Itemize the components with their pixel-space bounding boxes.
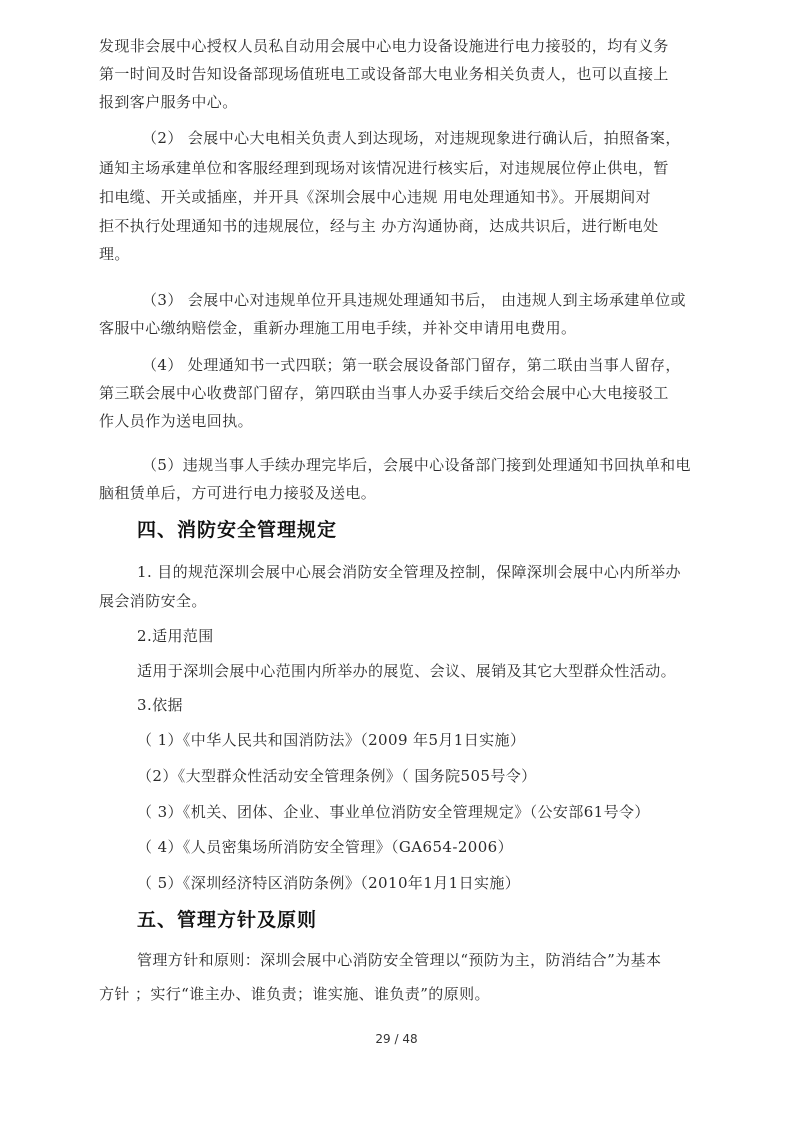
section-4-scope-title: 2.适用范围: [137, 627, 214, 645]
paragraph-4-line-3: 作人员作为送电回执。: [99, 412, 254, 430]
section-4-scope-text: 适用于深圳会展中心范围内所举办的展览、会议、展销及其它大型群众性活动。: [137, 662, 677, 680]
paragraph-2-line-5: 理。: [99, 245, 130, 263]
paragraph-2-line-3: 扣电缆、开关或插座，并开具《深圳会展中心违规 用电处理通知书》。开展期间对: [99, 188, 652, 206]
paragraph-5-line-2: 脑租赁单后，方可进行电力接驳及送电。: [99, 484, 377, 502]
paragraph-5-line-1: （5）违规当事人手续办理完毕后，会展中心设备部门接到处理通知书回执单和电: [142, 456, 691, 474]
basis-item-2: （2）《大型群众性活动安全管理条例》（ 国务院505号令）: [137, 767, 537, 785]
section-4-heading: 四、消防安全管理规定: [137, 519, 338, 541]
paragraph-2-line-4: 拒不执行处理通知书的违规展位，经与主 办方沟通协商，达成共识后，进行断电处: [99, 217, 659, 235]
section-5-line-2: 方针 ；实行“谁主办、谁负责；谁实施、谁负责”的原则。: [99, 985, 490, 1003]
section-5-heading: 五、管理方针及原则: [137, 909, 318, 931]
section-5-line-1: 管理方针和原则：深圳会展中心消防安全管理以“预防为主，防消结合”为基本: [137, 951, 662, 969]
section-4-basis-title: 3.依据: [137, 696, 183, 714]
paragraph-2-line-2: 通知主场承建单位和客服经理到现场对该情况进行核实后，对违规展位停止供电，暂: [99, 159, 669, 177]
paragraph-4-line-1: （4） 处理通知书一式四联；第一联会展设备部门留存，第二联由当事人留存，: [142, 356, 681, 374]
paragraph-2-line-1: （2） 会展中心大电相关负责人到达现场，对违规现象进行确认后，拍照备案，: [142, 129, 681, 147]
paragraph-3-line-2: 客服中心缴纳赔偿金，重新办理施工用电手续，并补交申请用电费用。: [99, 319, 577, 337]
section-4-purpose-line-2: 展会消防安全。: [99, 592, 207, 610]
paragraph-3-line-1: （3） 会展中心对违规单位开具违规处理通知书后， 由违规人到主场承建单位或: [142, 291, 686, 309]
basis-item-5: （ 5）《深圳经济特区消防条例》（2010年1月1日实施）: [137, 874, 521, 892]
basis-item-1: （ 1）《中华人民共和国消防法》（2009 年5月1日实施）: [137, 731, 526, 749]
page-number: 29 / 48: [375, 1032, 418, 1046]
section-4-purpose-line-1: 1. 目的规范深圳会展中心展会消防安全管理及控制，保障深圳会展中心内所举办: [137, 563, 681, 581]
paragraph-1-line-2: 第一时间及时告知设备部现场值班电工或设备部大电业务相关负责人，也可以直接上: [99, 65, 669, 83]
basis-item-3: （ 3）《机关、团体、企业、事业单位消防安全管理规定》（公安部61号令）: [137, 803, 650, 821]
basis-item-4: （ 4）《人员密集场所消防安全管理》（GA654-2006）: [137, 838, 514, 856]
paragraph-4-line-2: 第三联会展中心收费部门留存，第四联由当事人办妥手续后交给会展中心大电接驳工: [99, 384, 669, 402]
paragraph-1-line-1: 发现非会展中心授权人员私自动用会展中心电力设备设施进行电力接驳的，均有义务: [99, 37, 669, 55]
paragraph-1-line-3: 报到客户服务中心。: [99, 93, 238, 111]
